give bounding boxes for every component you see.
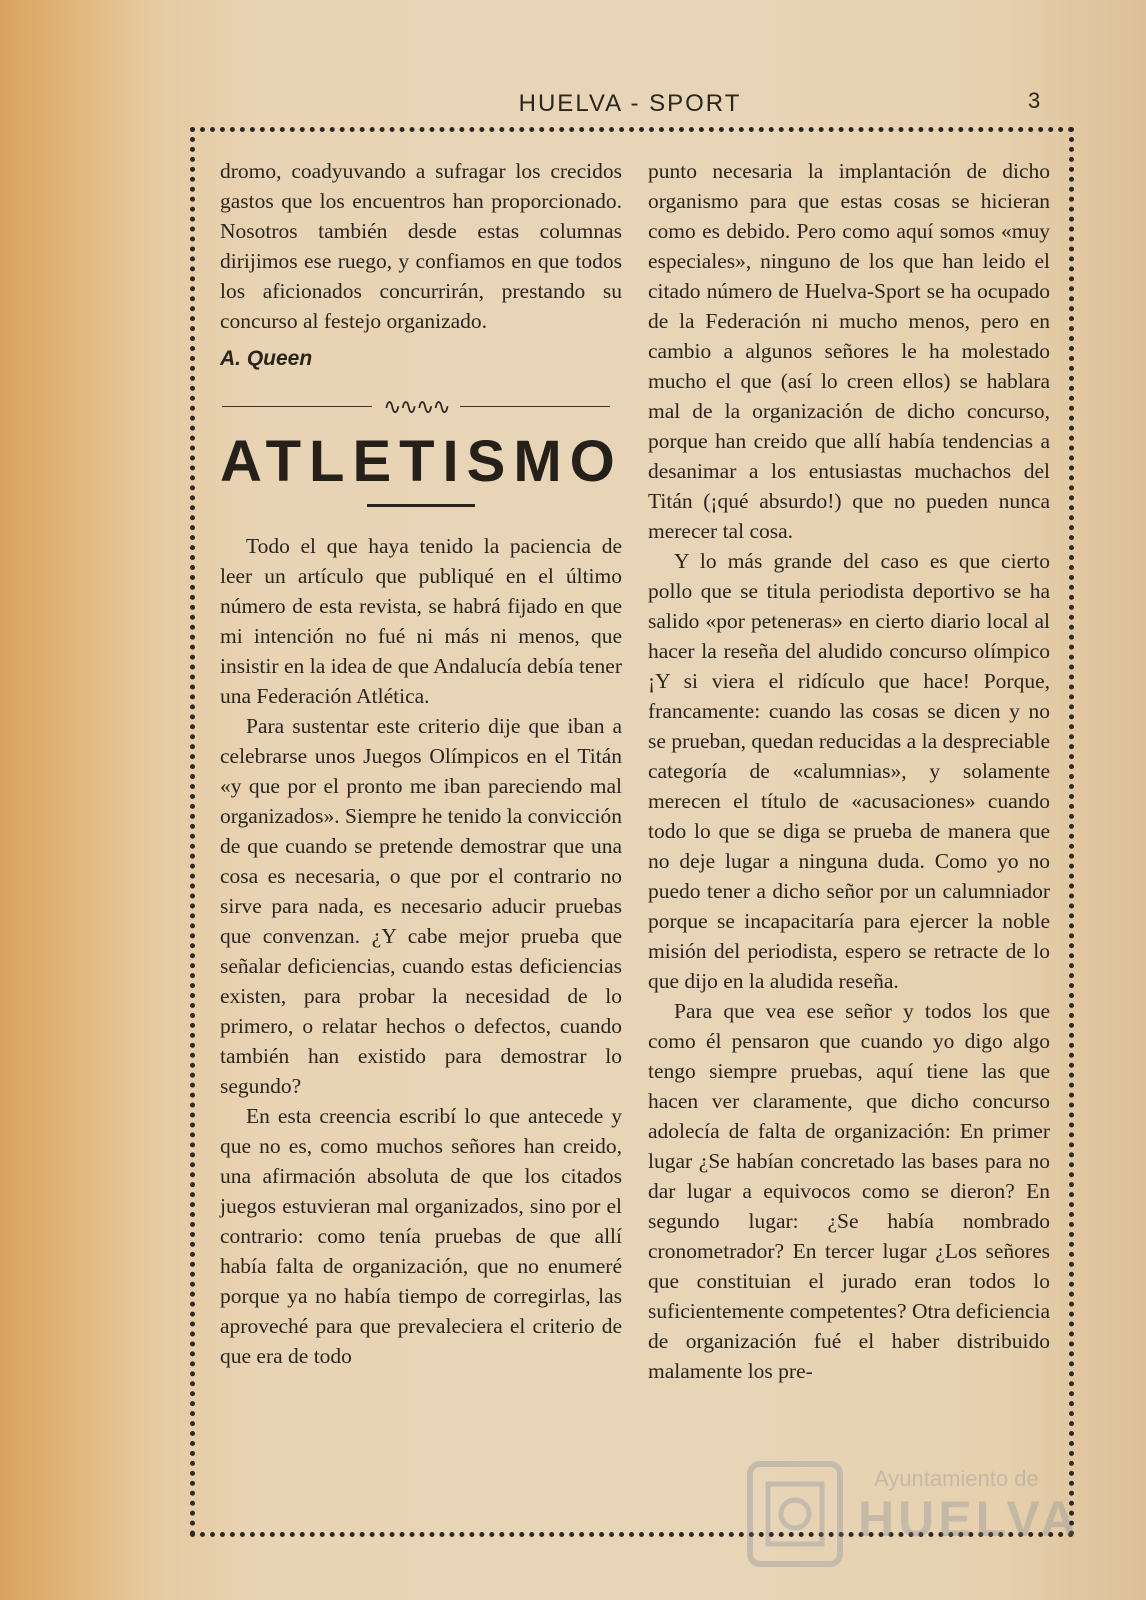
city-seal-icon xyxy=(742,1458,848,1570)
article-paragraph: Para sustentar este criterio dije que iban a celebrarse unos Juegos Olímpicos en el Titán «y que por el pronto me iban pareciendo mal organizados». Siempre he tenido la convicción de que cuando se pretende demostrar que una cosa es necesaria, o que por el contrario no sirve para nada, es necesario aducir pruebas que convenzan. ¿Y cabe mejor prueba que señalar deficiencias, cuando estas deficiencias existen, para probar la necesidad de lo primero, o relatar hechos o defectos, cuando también han existido para demostrar lo segundo? xyxy=(220,714,623,1098)
watermark-title: HUELVA xyxy=(858,1491,1081,1547)
article-paragraph: Para que vea ese señor y todos los que como él pensaron que cuando yo digo algo tengo siempre pruebas, aquí tiene las que hacen ver claramente, que dicho concurso adolecía de falta de organización: En primer lugar ¿Se habían concretado las bases para no dar lugar a equivocos como se dieron? En segundo lugar: ¿Se había nombrado cronometrador? En tercer lugar ¿Los señores que constituian el jurado eran todos lo suficientemente competentes? Otra deficiencia de organización fué el haber distribuido malamente los pre- xyxy=(648,999,1050,1383)
author-signature: A. Queen xyxy=(220,347,313,370)
article-paragraph: punto necesaria la implantación de dicho organismo para que estas cosas se hicieran como es debido. Pero como aquí somos «muy especiales», ninguno de los que han leido el citado número de Huelva-Sport se ha ocupado de la Federación ni mucho menos, pero en cambio a algunos señores le ha molestado mucho el que (así lo creen ellos) se hablara mal de la organización de dicho concurso, porque han creido que allí había tendencias a desanimar a los entusiastas muchachos del Titán (¡qué absurdo!) que no pueden nunca merecer tal cosa. xyxy=(648,159,1050,543)
title-underline xyxy=(367,504,475,507)
article-paragraph: Y lo más grande del caso es que cierto pollo que se titula periodista deportivo se ha salido «por peteneras» en cierto diario local al hacer la reseña del aludido concurso olímpico ¡Y si viera el ridículo que hace! Porque, francamente: cuando las cosas se dicen y no se prueban, quedan reducidas a la despreciable categoría de «calumnias», y solamente merecen el título de «acusaciones» cuando todo lo que se diga se prueba de manera que no deje lugar a ninguna duda. Como yo no puedo tener a dicho señor por un calumniador porque se incapacitaría para ejercer la noble misión del periodista, espero se retracte de lo que dijo en la aludida reseña. xyxy=(648,549,1050,993)
divider-line-right xyxy=(460,406,610,407)
section-title: ATLETISMO xyxy=(220,429,623,494)
masthead: HUELVA - SPORT xyxy=(518,90,742,117)
page-number: 3 xyxy=(1028,88,1041,113)
left-column xyxy=(220,156,622,1371)
ornamental-divider xyxy=(220,384,622,424)
divider-line-left xyxy=(222,406,372,407)
continued-paragraph: dromo, coadyuvando a sufragar los crecidos gastos que los encuentros han proporcionado. Nosotros también desde estas columnas dirijimos ese ruego, y confiamos en que todos los aficionados concurrirán, prestando su concurso al festejo organizado. xyxy=(220,159,622,333)
watermark-caption: Ayuntamiento de xyxy=(874,1466,1039,1491)
page-header xyxy=(0,86,1146,122)
swash-ornament-icon: ∿∿∿∿ xyxy=(383,394,449,419)
archive-watermark xyxy=(742,1458,1081,1578)
article-paragraph: En esta creencia escribí lo que antecede y que no es, como muchos señores han creido, una afirmación absoluta de que los citados juegos estuvieran mal organizados, sino por el contrario: como tenía pruebas de que allí había falta de organización, que no enumeré porque ya no había tiempo de corregirlas, las aproveché para que prevaleciera el criterio de que era de todo xyxy=(220,1104,622,1368)
article-paragraph: Todo el que haya tenido la paciencia de leer un artículo que publiqué en el último número de esta revista, se habrá fijado en que mi intención no fué ni más ni menos, que insistir en la idea de que Andalucía debía tener una Federación Atlética. xyxy=(220,534,622,708)
right-column xyxy=(648,156,1050,1386)
